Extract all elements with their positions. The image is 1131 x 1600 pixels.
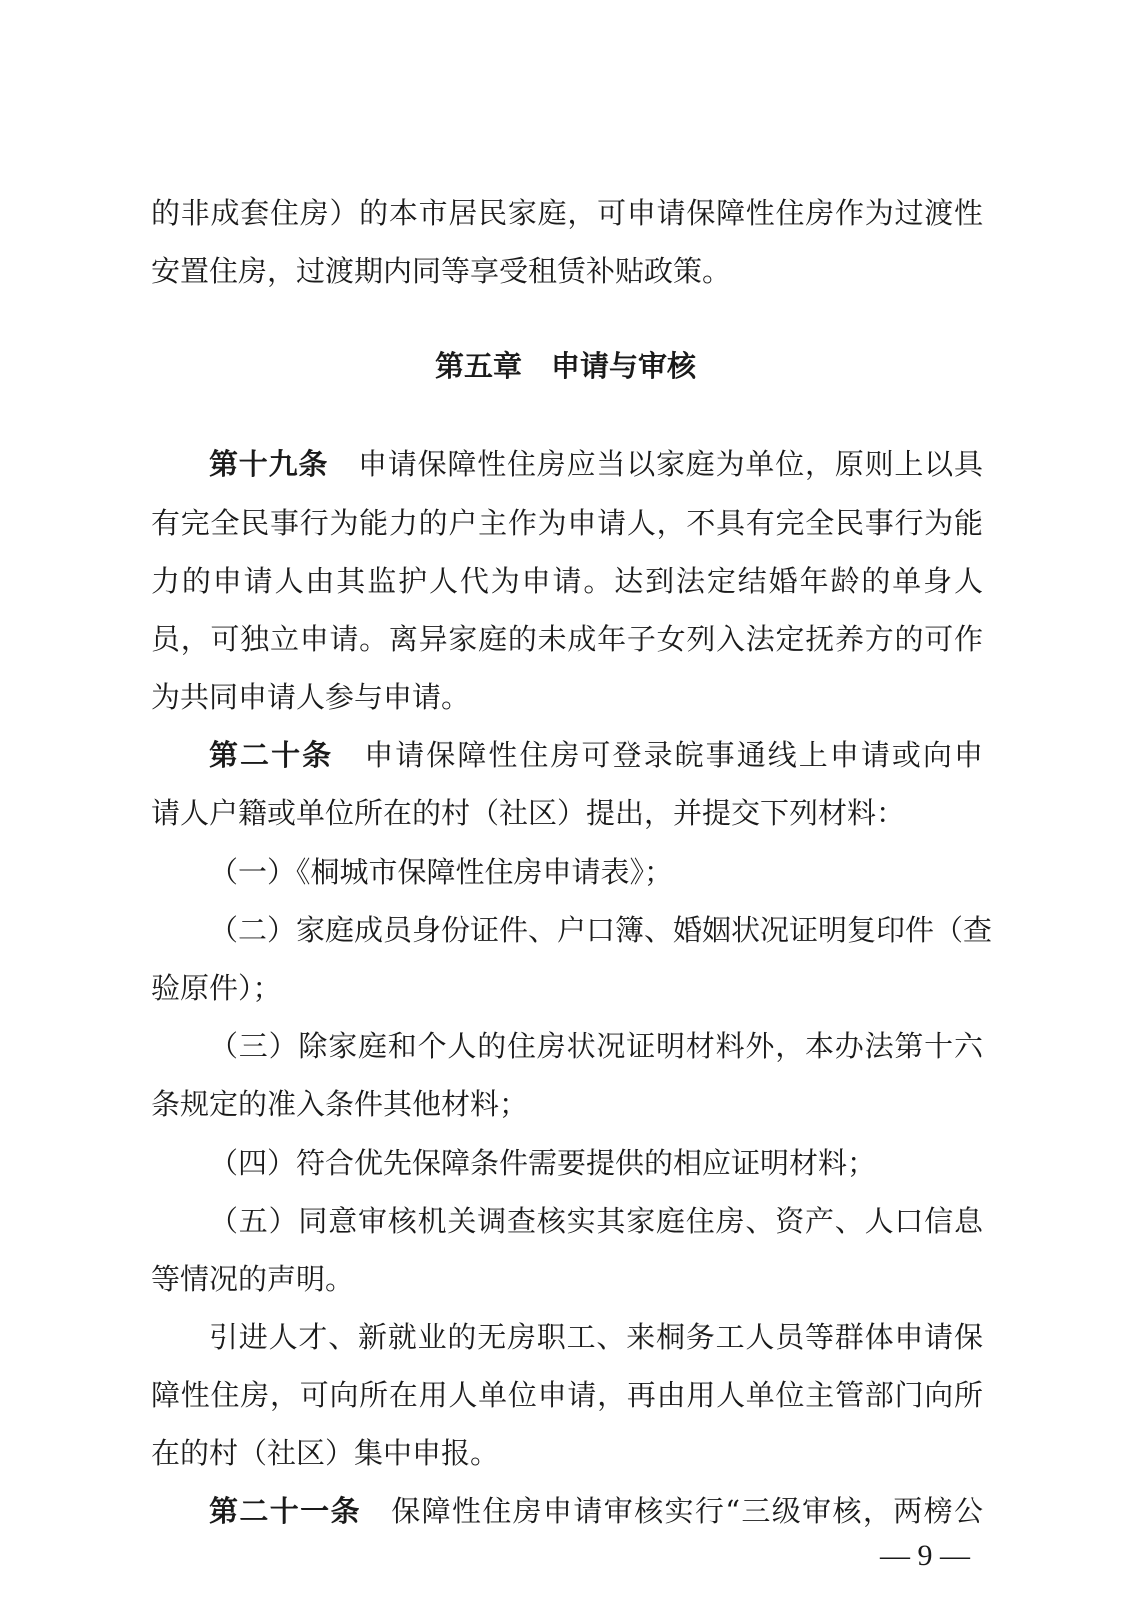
article-20-paragraph-line-1: 引进人才、新就业的无房职工、来桐务工人员等群体申请保: [209, 1320, 983, 1354]
article-20-item-5-line-2: 等情况的声明。: [151, 1262, 355, 1296]
article-19-line-5: 为共同申请人参与申请。: [151, 680, 471, 714]
article-20-item-3-line-1: （三）除家庭和个人的住房状况证明材料外，本办法第十六: [209, 1029, 983, 1063]
article-20-paragraph-line-3: 在的村（社区）集中申报。: [151, 1436, 500, 1470]
chapter-title: 第五章 申请与审核: [434, 349, 696, 383]
article-20-item-2-line-2: 验原件）；: [151, 971, 282, 1005]
article-20-label: 第二十条: [209, 738, 334, 772]
article-19-line-4: 员，可独立申请。离异家庭的未成年子女列入法定抚养方的可作: [151, 622, 983, 656]
article-20-gap: [333, 738, 364, 772]
article-19-line-3: 力的申请人由其监护人代为申请。达到法定结婚年龄的单身人: [151, 564, 983, 598]
continuation-line-1: 的非成套住房）的本市居民家庭，可申请保障性住房作为过渡性: [151, 196, 983, 230]
article-19-label: 第十九条: [209, 447, 329, 481]
article-19-gap: [328, 447, 358, 481]
article-19-line1-text: 申请保障性住房应当以家庭为单位，原则上以具: [358, 447, 983, 481]
article-20-line-2: 请人户籍或单位所在的村（社区）提出，并提交下列材料：: [151, 796, 906, 830]
article-20-item-4: （四）符合优先保障条件需要提供的相应证明材料；: [209, 1146, 877, 1180]
article-20-item-5-line-1: （五）同意审核机关调查核实其家庭住房、资产、人口信息: [209, 1204, 983, 1238]
article-21-label: 第二十一条: [209, 1494, 361, 1528]
article-21-line1-text: 保障性住房申请审核实行“三级审核，两榜公: [391, 1494, 983, 1528]
article-20-item-3-line-2: 条规定的准入条件其他材料；: [151, 1087, 529, 1121]
article-21-first-line: [209, 1491, 983, 1531]
article-20-first-line: [209, 735, 983, 775]
continuation-line-2: 安置住房，过渡期内同等享受租赁补贴政策。: [151, 254, 732, 288]
article-20-item-1: （一）《桐城市保障性住房申请表》；: [209, 855, 674, 889]
article-20-item-2-line-1: （二）家庭成员身份证件、户口簿、婚姻状况证明复印件（查: [209, 913, 993, 947]
page-number: — 9 —: [880, 1539, 970, 1572]
article-20-paragraph-line-2: 障性住房，可向所在用人单位申请，再由用人单位主管部门向所: [151, 1378, 983, 1412]
article-19-first-line: [209, 444, 983, 484]
article-21-gap: [361, 1494, 391, 1528]
article-20-line1-text: 申请保障性住房可登录皖事通线上申请或向申: [364, 738, 983, 772]
article-19-line-2: 有完全民事行为能力的户主作为申请人，不具有完全民事行为能: [151, 506, 983, 540]
